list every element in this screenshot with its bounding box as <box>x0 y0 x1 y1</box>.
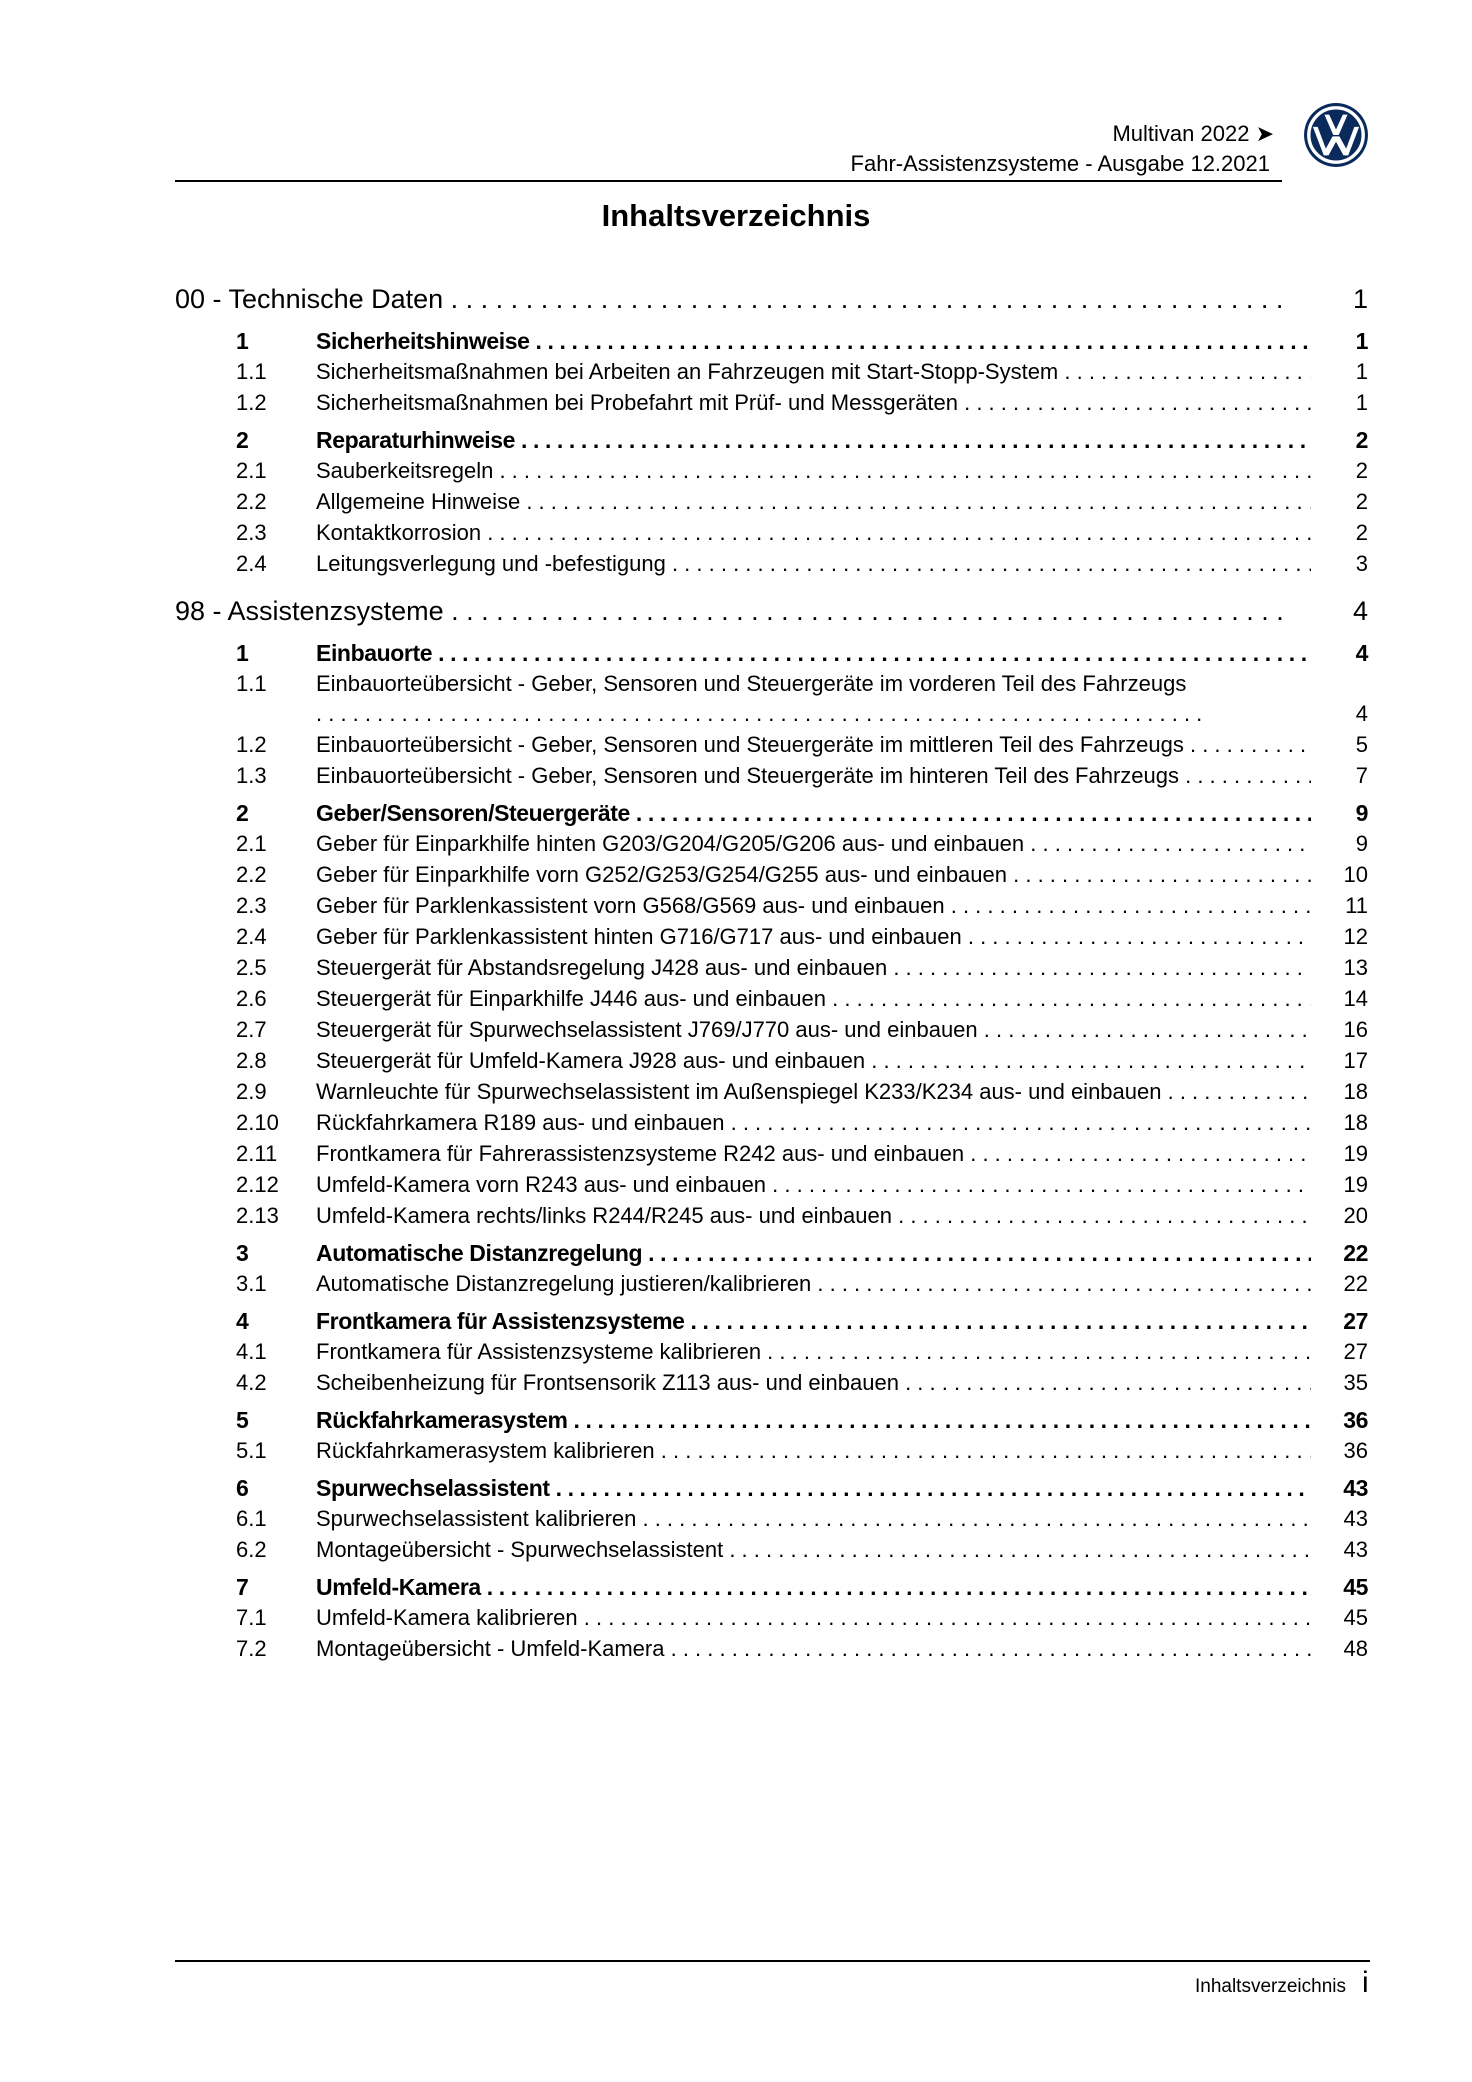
toc-number: 3.1 <box>236 1271 267 1296</box>
toc-page-number: 45 <box>1343 1605 1368 1630</box>
toc-page-number: 20 <box>1343 1203 1368 1228</box>
toc-page-number: 2 <box>1355 489 1368 514</box>
toc-entry-title[interactable]: Kontaktkorrosion . . . <box>316 518 1311 548</box>
toc-number: 2.9 <box>236 1079 267 1104</box>
vw-logo-icon <box>1302 101 1370 169</box>
footer-rule <box>175 1960 1370 1962</box>
toc-number: 1 <box>236 640 249 666</box>
header-subtitle: Fahr-Assistenzsysteme - Ausgabe 12.2021 <box>850 151 1270 176</box>
toc-row[interactable] <box>0 953 1472 983</box>
toc-number: 2.13 <box>236 1203 279 1228</box>
toc-row[interactable] <box>0 1077 1472 1107</box>
toc-page-number: 4 <box>1355 640 1368 666</box>
toc-row[interactable] <box>0 1306 1472 1336</box>
toc-number: 5 <box>236 1407 249 1433</box>
toc-row[interactable] <box>0 357 1472 387</box>
toc-page-number: 18 <box>1343 1079 1368 1104</box>
toc-entry-title[interactable]: Sicherheitshinweise . . . <box>316 326 1311 356</box>
toc-number: 2.6 <box>236 986 267 1011</box>
toc-page-number: 9 <box>1355 831 1368 856</box>
toc-entry-title[interactable]: Sicherheitsmaßnahmen bei Arbeiten an Fahrzeugen mit Start-Stopp-System . . . <box>316 357 1311 387</box>
toc-number: 1 <box>236 328 249 354</box>
toc-entry-title[interactable]: Geber für Einparkhilfe hinten G203/G204/G205/G206 aus- und einbauen . . . <box>316 829 1311 859</box>
toc-row[interactable] <box>0 326 1472 356</box>
toc-entry-title[interactable]: Einbauorteübersicht - Geber, Sensoren und Steuergeräte im hinteren Teil des Fahrzeugs . . . <box>316 761 1311 791</box>
toc-number: 7 <box>236 1574 249 1600</box>
toc-number: 1.2 <box>236 390 267 415</box>
toc-entry-title[interactable]: Allgemeine Hinweise . . . <box>316 487 1311 517</box>
toc-row[interactable] <box>0 922 1472 952</box>
toc-entry-title[interactable]: Sicherheitsmaßnahmen bei Probefahrt mit Prüf- und Messgeräten . . . <box>316 388 1311 418</box>
toc-number: 2.8 <box>236 1048 267 1073</box>
toc-number: 4.1 <box>236 1339 267 1364</box>
toc-page-number: 12 <box>1343 924 1368 949</box>
toc-number: 2.7 <box>236 1017 267 1042</box>
toc-entry-title[interactable]: 00 - Technische Daten . . . <box>175 282 1290 316</box>
toc-row[interactable] <box>0 1046 1472 1076</box>
toc-page-number: 36 <box>1343 1438 1368 1463</box>
toc-entry-title[interactable]: Rückfahrkamerasystem . . . <box>316 1405 1311 1435</box>
toc-number: 6.1 <box>236 1506 267 1531</box>
toc-row[interactable] <box>0 798 1472 828</box>
toc-page-number: 19 <box>1343 1141 1368 1166</box>
toc-entry-title[interactable]: Einbauorteübersicht - Geber, Sensoren und Steuergeräte im mittleren Teil des Fahrzeugs . . . <box>316 730 1311 760</box>
toc-number: 2.3 <box>236 893 267 918</box>
toc-entry-title[interactable]: Spurwechselassistent kalibrieren . . . <box>316 1504 1311 1534</box>
toc-number: 6 <box>236 1475 249 1501</box>
toc-row[interactable] <box>0 425 1472 455</box>
toc-row[interactable] <box>0 282 1472 316</box>
toc-row[interactable] <box>0 1170 1472 1200</box>
toc-number: 4.2 <box>236 1370 267 1395</box>
toc-entry-title[interactable]: Steuergerät für Umfeld-Kamera J928 aus- und einbauen . . . <box>316 1046 1311 1076</box>
toc-row[interactable] <box>0 1368 1472 1398</box>
toc-row[interactable] <box>0 1473 1472 1503</box>
toc-entry-title[interactable]: Frontkamera für Fahrerassistenzsysteme R242 aus- und einbauen . . . <box>316 1139 1311 1169</box>
arrow-right-icon: ➤ <box>1255 121 1274 146</box>
toc-entry-title[interactable]: Geber für Parklenkassistent hinten G716/G717 aus- und einbauen . . . <box>316 922 1311 952</box>
toc-row[interactable] <box>0 984 1472 1014</box>
toc-entry-title[interactable]: Steuergerät für Spurwechselassistent J769/J770 aus- und einbauen . . . <box>316 1015 1311 1045</box>
toc-page-number: 22 <box>1343 1271 1368 1296</box>
toc-entry-title[interactable]: Einbauorteübersicht - Geber, Sensoren und Steuergeräte im vorderen Teil des Fahrzeugs <box>316 671 1187 696</box>
toc-entry-title[interactable]: Umfeld-Kamera . . . <box>316 1572 1311 1602</box>
toc-entry-title[interactable]: Rückfahrkamera R189 aus- und einbauen . . . <box>316 1108 1311 1138</box>
footer-page-number: i <box>1362 1966 1369 1999</box>
toc-entry-title[interactable]: Automatische Distanzregelung justieren/kalibrieren . . . <box>316 1269 1311 1299</box>
toc-page-number: 3 <box>1355 551 1368 576</box>
toc-number: 7.1 <box>236 1605 267 1630</box>
toc-row[interactable] <box>0 594 1472 628</box>
toc-page-number: 11 <box>1345 893 1368 918</box>
toc-row[interactable] <box>0 1238 1472 1268</box>
toc-row[interactable] <box>0 669 1472 729</box>
toc-page-number: 43 <box>1343 1475 1368 1501</box>
toc-number: 5.1 <box>236 1438 267 1463</box>
toc-row[interactable] <box>0 1405 1472 1435</box>
toc-row[interactable] <box>0 518 1472 548</box>
toc-entry-title[interactable]: Umfeld-Kamera kalibrieren . . . <box>316 1603 1311 1633</box>
toc-page-number: 7 <box>1355 763 1368 788</box>
toc-page-number: 36 <box>1343 1407 1368 1433</box>
toc-entry-title[interactable]: Steuergerät für Einparkhilfe J446 aus- und einbauen . . . <box>316 984 1311 1014</box>
toc-row[interactable] <box>0 1201 1472 1231</box>
toc-page-number: 10 <box>1343 862 1368 887</box>
toc-number: 1.3 <box>236 763 267 788</box>
toc-entry-title[interactable]: Rückfahrkamerasystem kalibrieren . . . <box>316 1436 1311 1466</box>
toc-page-number: 27 <box>1343 1308 1368 1334</box>
toc-page-number: 48 <box>1343 1636 1368 1661</box>
toc-page-number: 17 <box>1343 1048 1368 1073</box>
toc-entry-title[interactable]: Geber für Parklenkassistent vorn G568/G569 aus- und einbauen . . . <box>316 891 1311 921</box>
toc-page-number: 5 <box>1355 732 1368 757</box>
toc-row[interactable] <box>0 860 1472 890</box>
toc-page-number: 4 <box>1352 596 1368 626</box>
toc-entry-title[interactable]: Leitungsverlegung und -befestigung . . . <box>316 549 1311 579</box>
header-model-text: Multivan 2022 <box>1112 121 1250 146</box>
toc-entry-title[interactable]: Umfeld-Kamera vorn R243 aus- und einbauen . . . <box>316 1170 1311 1200</box>
toc-entry-title[interactable]: Montageübersicht - Umfeld-Kamera . . . <box>316 1634 1311 1664</box>
toc-number: 2.10 <box>236 1110 279 1135</box>
toc-entry-title[interactable]: Einbauorte . . . <box>316 638 1311 668</box>
toc-number: 2.4 <box>236 551 267 576</box>
toc-page-number: 1 <box>1352 284 1368 314</box>
toc-row[interactable] <box>0 1535 1472 1565</box>
toc-row[interactable] <box>0 1108 1472 1138</box>
toc-row[interactable] <box>0 891 1472 921</box>
toc-entry-title[interactable]: Montageübersicht - Spurwechselassistent . . . <box>316 1535 1311 1565</box>
toc-page-number: 18 <box>1343 1110 1368 1135</box>
toc-entry-title[interactable]: Geber/Sensoren/Steuergeräte . . . <box>316 798 1311 828</box>
toc-page-number: 13 <box>1343 955 1368 980</box>
toc-row[interactable] <box>0 487 1472 517</box>
toc-page-number: 22 <box>1343 1240 1368 1266</box>
toc-number: 1.1 <box>236 671 267 696</box>
toc-page-number: 16 <box>1343 1017 1368 1042</box>
toc-entry-title[interactable]: Steuergerät für Abstandsregelung J428 aus- und einbauen . . . <box>316 953 1311 983</box>
footer-label: Inhaltsverzeichnis <box>1194 1976 1346 1997</box>
toc-entry-title[interactable]: Geber für Einparkhilfe vorn G252/G253/G254/G255 aus- und einbauen . . . <box>316 860 1311 890</box>
toc-row[interactable] <box>0 638 1472 668</box>
toc-number: 3 <box>236 1240 249 1266</box>
toc-number: 2.2 <box>236 489 267 514</box>
page-title: Inhaltsverzeichnis <box>601 198 871 233</box>
toc-row[interactable] <box>0 1139 1472 1169</box>
toc-row[interactable] <box>0 1504 1472 1534</box>
toc-entry-title[interactable]: Sauberkeitsregeln . . . <box>316 456 1311 486</box>
toc-number: 7.2 <box>236 1636 267 1661</box>
toc-number: 2.3 <box>236 520 267 545</box>
toc-entry-title[interactable]: Reparaturhinweise . . . <box>316 425 1311 455</box>
toc-row[interactable] <box>0 829 1472 859</box>
toc-page-number: 2 <box>1355 520 1368 545</box>
toc-number: 6.2 <box>236 1537 267 1562</box>
toc-page-number: 1 <box>1355 328 1368 354</box>
toc-number: 2.12 <box>236 1172 279 1197</box>
toc-row[interactable] <box>0 1603 1472 1633</box>
toc-page-number: 2 <box>1355 458 1368 483</box>
toc-entry-title[interactable]: Umfeld-Kamera rechts/links R244/R245 aus- und einbauen . . . <box>316 1201 1311 1231</box>
toc-row[interactable] <box>0 1634 1472 1664</box>
toc-number: 2.2 <box>236 862 267 887</box>
toc-number: 2.5 <box>236 955 267 980</box>
toc-row[interactable] <box>0 1015 1472 1045</box>
toc-page-number: 1 <box>1355 390 1368 415</box>
toc-entry-title[interactable]: Warnleuchte für Spurwechselassistent im Außenspiegel K233/K234 aus- und einbauen . . . <box>316 1077 1311 1107</box>
toc-row[interactable] <box>0 388 1472 418</box>
toc-page-number: 43 <box>1343 1537 1368 1562</box>
toc-row[interactable] <box>0 730 1472 760</box>
toc-page-number: 45 <box>1343 1574 1368 1600</box>
toc-page-number: 14 <box>1343 986 1368 1011</box>
toc-page-number: 4 <box>1355 701 1368 726</box>
toc-row[interactable] <box>0 456 1472 486</box>
toc-number: 2 <box>236 800 249 826</box>
toc-entry-title[interactable]: 98 - Assistenzsysteme . . . <box>175 594 1290 628</box>
toc-number: 1.2 <box>236 732 267 757</box>
toc-row[interactable] <box>0 1337 1472 1367</box>
toc-leader-dots: . . . . . . . . . . . . . . . . . . . . . . . . . . . . . . . . . . . . . . . . . . . . . . . . . . . . . . . . . . . . . . . . . . . . . . . . . <box>316 701 1203 726</box>
toc-row[interactable] <box>0 761 1472 791</box>
toc-number: 2 <box>236 427 249 453</box>
toc-entry-title[interactable]: Frontkamera für Assistenzsysteme . . . <box>316 1306 1311 1336</box>
toc-entry-title[interactable]: Scheibenheizung für Frontsensorik Z113 aus- und einbauen . . . <box>316 1368 1311 1398</box>
toc-page-number: 35 <box>1343 1370 1368 1395</box>
header-rule <box>175 180 1282 182</box>
toc-page-number: 19 <box>1343 1172 1368 1197</box>
toc-number: 2.1 <box>236 458 267 483</box>
toc-row[interactable] <box>0 1269 1472 1299</box>
toc-number: 2.1 <box>236 831 267 856</box>
toc-page-number: 43 <box>1343 1506 1368 1531</box>
toc-page-number: 2 <box>1355 427 1368 453</box>
toc-page-number: 9 <box>1355 800 1368 826</box>
toc-row[interactable] <box>0 1572 1472 1602</box>
toc-entry-title[interactable]: Spurwechselassistent . . . <box>316 1473 1311 1503</box>
toc-row[interactable] <box>0 549 1472 579</box>
toc-number: 1.1 <box>236 359 267 384</box>
toc-number: 4 <box>236 1308 249 1334</box>
toc-page-number: 1 <box>1355 359 1368 384</box>
toc-entry-title[interactable]: Frontkamera für Assistenzsysteme kalibrieren . . . <box>316 1337 1311 1367</box>
toc-entry-title[interactable]: Automatische Distanzregelung . . . <box>316 1238 1311 1268</box>
toc-row[interactable] <box>0 1436 1472 1466</box>
header-model <box>1112 121 1274 147</box>
toc-number: 2.11 <box>236 1141 278 1166</box>
toc-number: 2.4 <box>236 924 267 949</box>
toc-page-number: 27 <box>1343 1339 1368 1364</box>
